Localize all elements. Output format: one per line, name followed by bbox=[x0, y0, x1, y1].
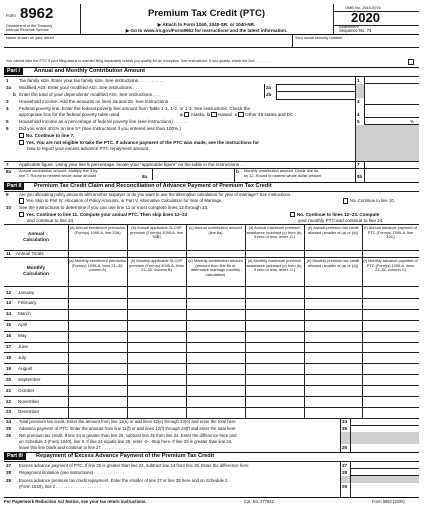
line24-num: 24 bbox=[6, 419, 12, 424]
month-cell-d[interactable] bbox=[246, 408, 303, 417]
line3-text: Household income. Add the amounts on lines 2a and 2b. See instructions . . . . . . bbox=[19, 99, 184, 104]
line7-num: 7 bbox=[6, 162, 9, 167]
month-row-num: 23 bbox=[6, 409, 12, 415]
line24-text: Total premium tax credit. Enter the amount from line 11(e) or add lines 12(e) through 23(e) and enter the total here bbox=[19, 419, 236, 424]
month-row-name: November bbox=[18, 398, 40, 404]
attachment-label: Attachment bbox=[339, 24, 359, 29]
line10-text: See the instructions to determine if you can use line 11 or must complete lines 12 through 23. bbox=[19, 205, 209, 210]
form-word: Form bbox=[6, 13, 16, 18]
line11-cell-b[interactable] bbox=[128, 251, 185, 256]
line7-box-label: 7 bbox=[357, 162, 360, 167]
line2b-text: Enter the total of your dependents' modified AGI. See instructions . . . bbox=[19, 92, 160, 97]
month-row-name: March bbox=[18, 311, 31, 317]
line11-num: 11 bbox=[6, 251, 11, 256]
month-cell-a[interactable] bbox=[69, 321, 126, 330]
month-cell-f[interactable] bbox=[363, 386, 418, 395]
line26-field[interactable] bbox=[351, 445, 419, 451]
line6-no-label: No. Continue to line 7. bbox=[25, 133, 75, 138]
month-cell-b[interactable] bbox=[128, 397, 185, 406]
month-cell-f[interactable] bbox=[363, 321, 418, 330]
part3-title: Repayment of Excess Advance Payment of the Premium Tax Credit bbox=[36, 453, 215, 459]
line11-cell-e[interactable] bbox=[305, 251, 361, 256]
part2-tag: Part II bbox=[4, 183, 24, 190]
sequence-number: Sequence No. 73 bbox=[339, 28, 372, 33]
line8a-text-1: Annual contribution amount. Multiply line 3 by bbox=[19, 168, 98, 173]
line29-text-2: (Form 1040), line 2 . . . . . . . . . . . . . . . . . . . bbox=[19, 484, 101, 489]
line8b-num: b bbox=[236, 169, 239, 174]
month-row-num: 18 bbox=[6, 354, 12, 360]
month-row-num: 22 bbox=[6, 398, 12, 404]
line27-field[interactable] bbox=[351, 462, 419, 469]
month-cell-c[interactable] bbox=[187, 321, 244, 330]
line25-text: Advance payment of PTC. Enter the amount from line 11(f) or add lines 12(f) through 23(f) and enter the total here bbox=[19, 426, 236, 431]
form-number: 8962 bbox=[20, 5, 54, 22]
tax-year: 2020 bbox=[351, 10, 380, 25]
dept-line-2: Internal Revenue Service bbox=[6, 28, 49, 33]
department bbox=[6, 24, 52, 33]
omb-number: OMB No. 1545-0074 bbox=[345, 5, 381, 10]
month-row-num: 21 bbox=[6, 387, 12, 393]
monthly-col-header-d: (d) Monthly maximum premium assistance (subtract (c) from (b), if zero or less, enter -0-) bbox=[246, 259, 303, 272]
month-cell-b[interactable] bbox=[128, 299, 185, 308]
line9-num: 9 bbox=[6, 192, 9, 197]
month-cell-e[interactable] bbox=[305, 375, 361, 384]
hawaii-checkbox[interactable] bbox=[211, 112, 216, 117]
line26-text-3: leave this line blank and continue to line 27 . . . . . . . . . . . . . . . bbox=[19, 445, 137, 450]
monthly-col-header-c: (c) Monthly contribution amount (amount from line 8b or alternative marriage monthly calculation) bbox=[188, 259, 243, 277]
month-cell-d[interactable] bbox=[246, 353, 303, 362]
line8a-box-label: 8a bbox=[142, 174, 148, 179]
month-cell-e[interactable] bbox=[305, 397, 361, 406]
month-cell-c[interactable] bbox=[187, 353, 244, 362]
month-row-name: May bbox=[18, 333, 27, 339]
month-cell-b[interactable] bbox=[128, 364, 185, 373]
other-states-checkbox[interactable] bbox=[238, 112, 243, 117]
month-cell-f[interactable] bbox=[363, 397, 418, 406]
line8a-num: 8a bbox=[6, 169, 12, 174]
month-cell-f[interactable] bbox=[363, 332, 418, 341]
line8b-text-2: by 12. Round to nearest whole dollar amount bbox=[244, 172, 322, 178]
line10-yes-label-2: and continue to line 24. bbox=[27, 218, 75, 223]
monthly-label-1: Monthly bbox=[26, 266, 46, 271]
monthly-col-header-e: (e) Monthly premium tax credit allowed (smaller of (a) or (d)) bbox=[306, 259, 360, 268]
line9-no-checkbox[interactable] bbox=[343, 198, 348, 203]
line25-num: 25 bbox=[6, 426, 12, 431]
line8a-text-2: line 7. Round to nearest whole dollar amount bbox=[19, 172, 97, 178]
month-cell-f[interactable] bbox=[363, 299, 418, 308]
line5-box-label: 5 bbox=[357, 119, 360, 124]
month-cell-c[interactable] bbox=[187, 310, 244, 319]
month-cell-a[interactable] bbox=[69, 375, 126, 384]
line4-opt-b: b bbox=[207, 112, 210, 117]
month-row-name: December bbox=[18, 409, 40, 415]
month-cell-c[interactable] bbox=[187, 408, 244, 417]
month-cell-c[interactable] bbox=[187, 332, 244, 341]
line1-box-label: 1 bbox=[357, 78, 360, 83]
month-cell-e[interactable] bbox=[305, 386, 361, 395]
part2-title: Premium Tax Credit Claim and Reconciliation of Advance Payment of Premium Tax Credit bbox=[34, 183, 272, 189]
line2a-num: 2a bbox=[6, 85, 12, 90]
month-cell-e[interactable] bbox=[305, 310, 361, 319]
month-cell-a[interactable] bbox=[69, 364, 126, 373]
month-cell-b[interactable] bbox=[128, 386, 185, 395]
line28-num: 28 bbox=[6, 470, 12, 475]
line26-box-label: 26 bbox=[342, 445, 348, 450]
line6-no-checkbox[interactable] bbox=[19, 133, 24, 138]
month-cell-d[interactable] bbox=[246, 386, 303, 395]
line8b-box-label: 8b bbox=[357, 174, 363, 179]
line6-text: Did you enter 401% on line 5? (See Instructions if you entered less than 100%.) bbox=[19, 126, 181, 131]
month-cell-f[interactable] bbox=[363, 353, 418, 362]
line6-num: 6 bbox=[6, 126, 9, 131]
line24-box-label: 24 bbox=[342, 419, 348, 424]
month-cell-c[interactable] bbox=[187, 288, 244, 297]
name-label: Name shown on your return bbox=[6, 35, 55, 40]
line28-text: Repayment limitation (see instructions) . . . . . . . . . . . . . bbox=[19, 470, 125, 475]
month-cell-a[interactable] bbox=[69, 386, 126, 395]
catalog-number: Cat. No. 37784Z bbox=[244, 499, 275, 504]
line8b-text bbox=[244, 169, 321, 178]
line10-yes-label: Yes. Continue to line 11. Compute your annual PTC. Then skip lines 12–23 bbox=[25, 212, 188, 217]
dept-line-1: Department of the Treasury bbox=[6, 24, 53, 28]
month-cell-a[interactable] bbox=[69, 397, 126, 406]
line9-yes-checkbox[interactable] bbox=[19, 198, 24, 203]
month-row-num: 17 bbox=[6, 344, 12, 349]
line4-options bbox=[180, 112, 293, 117]
annual-col-header-d: (d) Annual maximum premium assistance (subtract (c) from (b), if zero or less, enter -0-) bbox=[246, 226, 303, 239]
line11-cell-a[interactable] bbox=[69, 251, 126, 256]
line26-text-2: on Schedule 3 (Form 1040), line 8. If line 24 equals line 25, enter -0-. Stop here. If line 25 is greater than line 24, bbox=[19, 439, 233, 444]
month-cell-e[interactable] bbox=[305, 288, 361, 297]
line4-text2: appropriate box for the federal poverty table used. bbox=[19, 112, 121, 117]
month-row-num: 20 bbox=[6, 376, 12, 382]
line10-no-checkbox[interactable] bbox=[290, 212, 295, 217]
ssn-label: Your social security number bbox=[295, 35, 343, 40]
annual-col-header-a: (a) Annual enrollment premiums (Form(s) 1095-A, line 33A) bbox=[69, 226, 126, 235]
form-title: Premium Tax Credit (PTC) bbox=[147, 8, 265, 19]
line29-box-label: 29 bbox=[342, 484, 348, 489]
line26-num: 26 bbox=[6, 433, 12, 438]
line1-num: 1 bbox=[6, 78, 9, 83]
month-cell-b[interactable] bbox=[128, 408, 185, 417]
line1-text: Tax family size. Enter your tax family size. See instructions . . . . . . . . . . bbox=[19, 78, 164, 83]
month-cell-f[interactable] bbox=[363, 310, 418, 319]
line2b-field[interactable] bbox=[276, 91, 356, 100]
month-cell-b[interactable] bbox=[128, 353, 185, 362]
annual-calculation-label bbox=[4, 232, 68, 243]
month-cell-c[interactable] bbox=[187, 397, 244, 406]
line8a-field[interactable] bbox=[152, 169, 235, 180]
month-row-num: 19 bbox=[6, 365, 12, 371]
month-row-name: February bbox=[18, 300, 37, 306]
line24-field[interactable] bbox=[351, 419, 419, 426]
line9-text: Are you allocating policy amounts with another taxpayer or do you want to use the alternative calculation for year of marriage? See instructions. bbox=[19, 192, 292, 197]
month-cell-e[interactable] bbox=[305, 364, 361, 373]
annual-col-header-f: (f) Annual advance payment of PTC (Form(s) 1095-A, line 33C) bbox=[364, 226, 417, 239]
line28-box-label: 28 bbox=[342, 470, 348, 475]
month-cell-e[interactable] bbox=[305, 343, 361, 352]
line28-field[interactable] bbox=[351, 469, 419, 476]
line5-percent: % bbox=[410, 119, 415, 124]
month-cell-b[interactable] bbox=[128, 288, 185, 297]
annual-label-2: Calculation bbox=[23, 237, 49, 243]
line1-field[interactable] bbox=[365, 77, 419, 84]
line27-box-label: 27 bbox=[342, 463, 348, 468]
line27-text: Excess advance payment of PTC. If line 25 is greater than line 24, subtract line 24 from line 25. Enter the difference here bbox=[19, 463, 249, 468]
line4-field[interactable] bbox=[365, 111, 419, 118]
month-row-num: 12 bbox=[6, 289, 12, 295]
month-row-name: June bbox=[18, 344, 28, 349]
month-cell-c[interactable] bbox=[187, 386, 244, 395]
month-cell-d[interactable] bbox=[246, 288, 303, 297]
month-cell-d[interactable] bbox=[246, 310, 303, 319]
paperwork-notice: For Paperwork Reduction Act Notice, see your tax return instructions. bbox=[4, 499, 147, 504]
line9-no-label: No. Continue to line 10. bbox=[349, 198, 395, 203]
line10-num: 10 bbox=[6, 205, 12, 210]
month-cell-d[interactable] bbox=[246, 343, 303, 352]
month-cell-a[interactable] bbox=[69, 299, 126, 308]
month-row-name: September bbox=[18, 376, 41, 382]
month-cell-c[interactable] bbox=[187, 375, 244, 384]
month-cell-b[interactable] bbox=[128, 332, 185, 341]
line29-field[interactable] bbox=[351, 483, 419, 489]
month-cell-e[interactable] bbox=[305, 332, 361, 341]
alaska-label: Alaska bbox=[190, 112, 205, 117]
attach-instruction: ▶ Attach to Form 1040, 1040-SR, or 1040-NR. bbox=[157, 22, 256, 27]
month-cell-d[interactable] bbox=[246, 375, 303, 384]
line10-no-label: No. Continue to lines 12–23. Compute bbox=[296, 212, 380, 217]
line5-text: Household income as a percentage of federal poverty line (see instructions) . . . . . . bbox=[19, 119, 189, 124]
line5-num: 5 bbox=[6, 119, 9, 124]
month-cell-f[interactable] bbox=[363, 288, 418, 297]
monthly-col-header-f: (f) Monthly advance payment of PTC (Form(s) 1095-A, lines 21–32, column C) bbox=[363, 259, 418, 272]
month-row-num: 14 bbox=[6, 311, 12, 317]
filing-exception-checkbox[interactable] bbox=[408, 59, 414, 65]
month-cell-b[interactable] bbox=[128, 343, 185, 352]
line2b-num: b bbox=[13, 92, 16, 97]
hawaii-label: Hawaii bbox=[218, 112, 232, 117]
month-cell-e[interactable] bbox=[305, 408, 361, 417]
line6-yes-checkbox[interactable] bbox=[19, 140, 24, 145]
line4-opt-a: a bbox=[180, 112, 183, 117]
monthly-calculation-label bbox=[4, 266, 68, 277]
month-cell-a[interactable] bbox=[69, 353, 126, 362]
line3-box-label: 3 bbox=[357, 99, 360, 104]
month-cell-d[interactable] bbox=[246, 397, 303, 406]
line8a-text bbox=[19, 169, 97, 178]
month-cell-d[interactable] bbox=[246, 332, 303, 341]
month-cell-f[interactable] bbox=[363, 343, 418, 352]
month-row-name: April bbox=[18, 322, 28, 328]
monthly-col-header-a: (a) Monthly enrollment premiums (Form(s) 1095-A, lines 21–32, column A) bbox=[69, 259, 126, 272]
month-cell-e[interactable] bbox=[305, 321, 361, 330]
month-cell-a[interactable] bbox=[69, 408, 126, 417]
line4-num: 4 bbox=[6, 106, 9, 111]
form-footer: Form 8962 (2020) bbox=[372, 499, 405, 504]
line11-text: Annual Totals bbox=[16, 251, 44, 256]
line25-box-label: 25 bbox=[342, 426, 348, 431]
line26-text-1: Net premium tax credit. If line 24 is greater than line 25, subtract line 25 from line 24. Enter the difference here and bbox=[19, 433, 237, 438]
line2b-box-label: 2b bbox=[266, 92, 272, 97]
line4-box-label: 4 bbox=[357, 112, 360, 117]
month-cell-b[interactable] bbox=[128, 375, 185, 384]
line10-yes-checkbox[interactable] bbox=[19, 212, 24, 217]
month-cell-a[interactable] bbox=[69, 288, 126, 297]
line11-cell-f[interactable] bbox=[363, 251, 418, 256]
line29-text-1: Excess advance premium tax credit repayment. Enter the smaller of line 27 or line 28 here and on Schedule 2 bbox=[19, 478, 228, 483]
month-cell-a[interactable] bbox=[69, 332, 126, 341]
line7-text: Applicable figure. Using your line 5 percentage, locate your “applicable figure” on the table in the instructions . . bbox=[19, 162, 245, 167]
line11-cell-d[interactable] bbox=[246, 251, 303, 256]
line4-opt-c: c bbox=[234, 112, 237, 117]
line6-yes-label: Yes. You are not eligible to take the PTC. If advance payment of the PTC was made, see the instructions for bbox=[25, 140, 260, 145]
month-row-num: 15 bbox=[6, 322, 12, 328]
annual-col-header-b: (b) Annual applicable SLCSP premium (Form(s) 1095-A, line 33B) bbox=[130, 226, 183, 239]
line29-num: 29 bbox=[6, 478, 12, 483]
line2a-text: Modified AGI. Enter your modified AGI. See instructions . . . . bbox=[19, 85, 143, 90]
month-row-name: August bbox=[18, 365, 33, 371]
annual-col-header-e: (e) Annual premium tax credit allowed (smaller of (a) or (d)) bbox=[307, 226, 359, 235]
part1-tag: Part I bbox=[4, 68, 23, 75]
month-cell-f[interactable] bbox=[363, 364, 418, 373]
filing-notice: You cannot take the PTC if your filing status is married filing separately unless you qualify for an exception. See instructions. If you qualify, check the box . . . . . . . . bbox=[6, 59, 271, 63]
line27-num: 27 bbox=[6, 463, 12, 468]
month-row-num: 16 bbox=[6, 333, 12, 339]
month-cell-b[interactable] bbox=[128, 310, 185, 319]
month-cell-e[interactable] bbox=[305, 299, 361, 308]
line2a-box-label: 2a bbox=[266, 85, 272, 90]
month-cell-f[interactable] bbox=[363, 408, 418, 417]
line11-cell-c[interactable] bbox=[187, 251, 244, 256]
line4-text1: Federal poverty line. Enter the federal poverty line amount from Table 1-1, 1-2, or 1-3. See instructions. Check the bbox=[19, 106, 250, 111]
line3-field[interactable] bbox=[365, 98, 419, 105]
monthly-label-2: Calculation bbox=[23, 271, 49, 277]
alaska-checkbox[interactable] bbox=[184, 112, 189, 117]
month-row-name: January bbox=[18, 289, 35, 295]
month-cell-c[interactable] bbox=[187, 299, 244, 308]
month-row-num: 13 bbox=[6, 300, 12, 306]
line10-no-label-2: your monthly PTC and continue to line 24. bbox=[298, 218, 384, 223]
part3-tag: Part III bbox=[4, 453, 26, 460]
line6-yes-label-2: how to report your excess advance PTC repayment amount. bbox=[27, 146, 150, 151]
month-row-name: July bbox=[18, 354, 27, 360]
month-cell-c[interactable] bbox=[187, 343, 244, 352]
other-states-label: Other 48 states and DC bbox=[245, 112, 294, 117]
month-cell-c[interactable] bbox=[187, 364, 244, 373]
line9-yes-label: Yes. Skip to Part IV, Allocation of Policy Amounts, or Part V, Alternative Calculation for Year of Marriage. bbox=[25, 198, 223, 203]
month-cell-e[interactable] bbox=[305, 353, 361, 362]
month-cell-f[interactable] bbox=[363, 375, 418, 384]
line8b-text-1: Monthly contribution amount. Divide line 8a bbox=[244, 168, 319, 173]
month-cell-d[interactable] bbox=[246, 364, 303, 373]
part1-title: Annual and Monthly Contribution Amount bbox=[34, 68, 146, 74]
monthly-col-header-b: (b) Monthly applicable SLCSP premium (Form(s) 1095-A, lines 21–32, column B) bbox=[129, 259, 184, 272]
annual-label-1: Annual bbox=[27, 232, 45, 237]
line8b-field[interactable] bbox=[365, 169, 419, 180]
month-row-name: October bbox=[18, 387, 35, 393]
month-cell-d[interactable] bbox=[246, 299, 303, 308]
month-cell-a[interactable] bbox=[69, 310, 126, 319]
annual-col-header-c: (c) Annual contribution amount (line 8a) bbox=[189, 226, 242, 235]
line3-num: 3 bbox=[6, 99, 9, 104]
month-cell-a[interactable] bbox=[69, 343, 126, 352]
goto-instruction: ▶ Go to www.irs.gov/Form8962 for instructions and the latest information. bbox=[125, 28, 288, 33]
month-cell-d[interactable] bbox=[246, 321, 303, 330]
month-cell-b[interactable] bbox=[128, 321, 185, 330]
